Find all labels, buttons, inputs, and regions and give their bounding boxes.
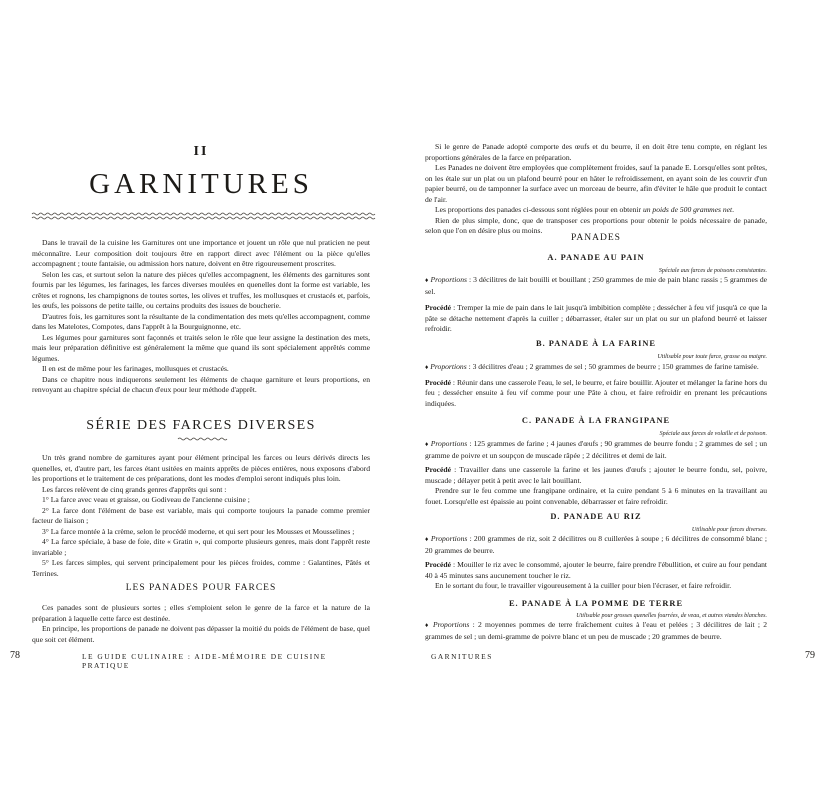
procede-line	[425, 378, 767, 410]
procede-label: Procédé	[425, 377, 452, 387]
proportions-line	[425, 620, 767, 642]
panade-b-text	[425, 362, 767, 409]
procede-line	[425, 560, 767, 581]
paragraph: Rien de plus simple, donc, que de transposer ces proportions pour obtenir le poids nécessaire de panade, selon que l'on en désire plus ou moins.	[425, 215, 767, 235]
running-footer: GARNITURES	[431, 652, 493, 661]
panade-e-note: Utilisable pour grosses quenelles fourrées, de veau, et autres viandes blanches.	[576, 613, 767, 619]
panade-d-title: D. PANADE AU RIZ	[550, 512, 642, 521]
proportions-text: : 125 grammes de farine ; 4 jaunes d'œufs ; 90 grammes de beurre fondu ; 2 grammes de sel ; un gramme de poivre et un soupçon de muscade râpée ; 2 décilitres et demi de lait.	[425, 439, 767, 460]
paragraph: 3° La farce montée à la crème, selon le procédé moderne, et qui sert pour les Mousses et Mousselines ;	[42, 526, 355, 536]
diamond-icon: ♦	[425, 622, 430, 629]
diamond-icon: ♦	[425, 536, 429, 543]
paragraph: Les farces relèvent de cinq grands genres d'apprêts qui sont :	[42, 484, 227, 494]
procede-text: : Tremper la mie de pain dans le lait jusqu'à imbibition complète ; dessécher à feu vif jusqu'à ce que la pâte se détache nettement d'après la cuiller ; débarrasser, étaler sur un plat ou sur un plafond beurré et laisser refroidir.	[425, 303, 767, 333]
proportions-label: Proportions	[430, 362, 467, 371]
subsection-title: LES PANADES POUR FARCES	[125, 583, 277, 593]
procede-text: : Travailler dans une casserole la farine et les jaunes d'œufs ; ajouter le beurre fondu, sel, poivre, muscade ; délayer petit à petit avec le lait bouillant.	[425, 465, 767, 485]
small-wave-ornament	[178, 436, 224, 442]
proportions-line	[425, 275, 767, 297]
procede-label: Procédé	[425, 465, 452, 474]
paragraph: 4° La farce spéciale, à base de foie, dite « Gratin », qui comporte plusieurs genres, mais dont l'apprêt reste invariable ;	[32, 537, 370, 557]
paragraph: Un très grand nombre de garnitures ayant pour élément principal les farces ou leurs dérivés directs les quenelles, et, d'autre part, les farces étant usitées en maints apprêts de pièces entières, nous exposons d'abord les proportions et le traitement de ces préparations, dont les modes d'emploi seront indiqués plus loin.	[32, 453, 370, 483]
panade-a-title: A. PANADE AU PAIN	[547, 253, 645, 262]
panade-c-note: Spéciale aux farces de volaille et de poisson.	[659, 431, 767, 437]
italic-fragment: un poids de 500 grammes net	[642, 205, 733, 214]
subsection-text	[32, 603, 370, 645]
panade-e-title: E. PANADE À LA POMME DE TERRE	[508, 599, 684, 608]
paragraph: Dans le travail de la cuisine les Garnitures ont une importance et jouent un rôle que nul praticien ne peut méconnaître. Leur composition doit toujours être en rapport direct avec l'élément ou la pièce qu'elles accompagnent ; toute fantaisie, ou admission hors nature, doivent en être rigoureusement proscrites.	[32, 238, 370, 268]
proportions-line	[425, 439, 767, 461]
section-title: SÉRIE DES FARCES DIVERSES	[86, 418, 316, 433]
panade-a-note: Spéciale aux farces de poissons consistantes.	[658, 268, 767, 274]
panade-a-text	[425, 275, 767, 335]
panade-c-text	[425, 439, 767, 507]
diamond-icon: ♦	[425, 441, 429, 448]
wave-ornament	[32, 210, 370, 222]
proportions-text: : 3 décilitres d'eau ; 2 grammes de sel ; 50 grammes de beurre ; 150 grammes de farine tamisée.	[466, 362, 759, 371]
paragraph: Dans ce chapitre nous indiquerons seulement les éléments de chaque garniture et leurs proportions, en renvoyant au chapitre spécial de chacun d'eux pour leur méthode d'apprêt.	[32, 374, 370, 394]
panade-b-note: Utilisable pour toute farce, grasse ou maigre.	[657, 354, 767, 360]
proportions-label: Proportions	[430, 534, 468, 543]
proportions-text: : 200 grammes de riz, soit 2 décilitres ou 8 cuillerées à soupe ; 6 décilitres de consommé blanc ; 20 grammes de beurre.	[425, 534, 767, 555]
page-number: 79	[805, 650, 815, 661]
section-text	[32, 453, 370, 579]
proportions-label: Proportions	[430, 439, 468, 448]
panade-d-text	[425, 534, 767, 592]
intro-text	[32, 238, 370, 396]
paragraph: Si le genre de Panade adopté comporte des œufs et du beurre, il en doit être tenu compte, en réglant les proportions générales de la farce en préparation.	[425, 142, 767, 162]
paragraph: D'autres fois, les garnitures sont la résultante de la condimentation des mets qu'elles accompagnent, comme dans les Matelotes, Compotes, dans l'apprêt à la Bourguignonne, etc.	[32, 311, 370, 331]
paragraph: En principe, les proportions de panade ne doivent pas dépasser la moitié du poids de l'élément de base, quel que soit cet élément.	[32, 624, 370, 644]
right-intro-text	[425, 142, 767, 237]
procede-line	[425, 303, 767, 335]
procede-label: Procédé	[425, 560, 452, 569]
procede-line	[425, 465, 767, 486]
proportions-line	[425, 362, 767, 374]
running-footer: LE GUIDE CULINAIRE : AIDE-MÉMOIRE DE CUISINE PRATIQUE	[82, 652, 327, 670]
paragraph: Les Panades ne doivent être employées que complètement froides, sauf la panade E. Lorsqu'elles sont prêtes, on les étale sur un plat ou un plafond beurré pour en hâter le refroidissement, en ayant soin de les couvrir d'un papier beurré, ou de tamponner la surface avec un morceau de beurre, afin d'éviter le hâle que produit le contact de l'air.	[425, 163, 767, 204]
procede-text: : Réunir dans une casserole l'eau, le sel, le beurre, et faire bouillir. Ajouter et mélanger la farine hors du feu ; dessécher ensuite à feu vif comme pour une Pâte à chou, et faire refroidir en prenant les précautions indiquées.	[425, 377, 767, 408]
proportions-label: Proportions	[430, 275, 467, 284]
diamond-icon: ♦	[425, 364, 429, 371]
paragraph: Il en est de même pour les farinages, mollusques et crustacés.	[42, 364, 229, 373]
procede-label: Procédé	[425, 303, 452, 312]
paragraph: Selon les cas, et surtout selon la nature des pièces qu'elles accompagnent, les éléments des garnitures sont fournis par les légumes, les farinages, les farces diverses moulées en quenelles dont la forme est variable, les crêtes et rognons, les champignons de toutes sortes, les olives et truffes, les mollusques et crustacés et, parfois, les œufs, les poissons de petite taille, ou certains produits des issues de boucherie.	[32, 269, 370, 310]
panades-heading: PANADES	[571, 233, 621, 243]
paragraph: 2° La farce dont l'élément de base est variable, mais qui comporte toujours la panade comme premier facteur de liaison ;	[32, 505, 370, 525]
paragraph: Prendre sur le feu comme une frangipane ordinaire, et la cuire pendant 5 à 6 minutes en la travaillant au fouet. Lorsqu'elle est épaissie au point convenable, débarrasser et faire refroidir.	[425, 486, 767, 506]
panade-d-note: Utilisable pour farces diverses.	[691, 527, 767, 533]
diamond-icon: ♦	[425, 277, 429, 284]
chapter-number: II	[193, 144, 209, 159]
procede-text: : Mouiller le riz avec le consommé, ajouter le beurre, faire prendre l'ébullition, et cuire au four pendant 40 à 45 minutes sans aucunement toucher le riz.	[425, 560, 767, 580]
proportions-label: Proportions	[432, 620, 470, 629]
paragraph: Les légumes pour garnitures sont façonnés et traités selon le rôle que leur assigne la destination des mets, mais leur préparation définitive est généralement la même que quand ils sont spécialement apprêtés comme légumes.	[32, 332, 370, 363]
proportions-text: : 3 décilitres de lait bouilli et bouillant ; 250 grammes de mie de pain blanc rassis ; 5 grammes de sel.	[425, 275, 768, 296]
chapter-title: GARNITURES	[89, 168, 313, 200]
proportions-text: : 2 moyennes pommes de terre fraîchement cuites à l'eau et pelées ; 3 décilitres de lait ; 2 grammes de sel ; un demi-gramme de poivre blanc et un peu de muscade ; 20 grammes de beurre.	[425, 620, 767, 641]
paragraph: 1° La farce avec veau et graisse, ou Godiveau de l'ancienne cuisine ;	[42, 495, 250, 504]
page-number: 78	[10, 650, 20, 661]
paragraph: 5° Les farces simples, qui servent principalement pour les pièces froides, comme : Galantines, Pâtés et Terrines.	[32, 558, 370, 578]
paragraph: Les proportions des panades ci-dessous sont réglées pour en obtenir un poids de 500 grammes net.	[435, 205, 735, 214]
panade-e-text	[425, 620, 767, 642]
panade-c-title: C. PANADE À LA FRANGIPANE	[521, 416, 671, 425]
proportions-line	[425, 534, 767, 556]
paragraph: En le sortant du four, le travailler vigoureusement à la cuiller pour bien l'écraser, et faire refroidir.	[435, 581, 732, 590]
paragraph: Ces panades sont de plusieurs sortes ; elles s'emploient selon le genre de la farce et la nature de la préparation à laquelle cette farce est destinée.	[32, 603, 370, 623]
panade-b-title: B. PANADE À LA FARINE	[535, 339, 657, 348]
